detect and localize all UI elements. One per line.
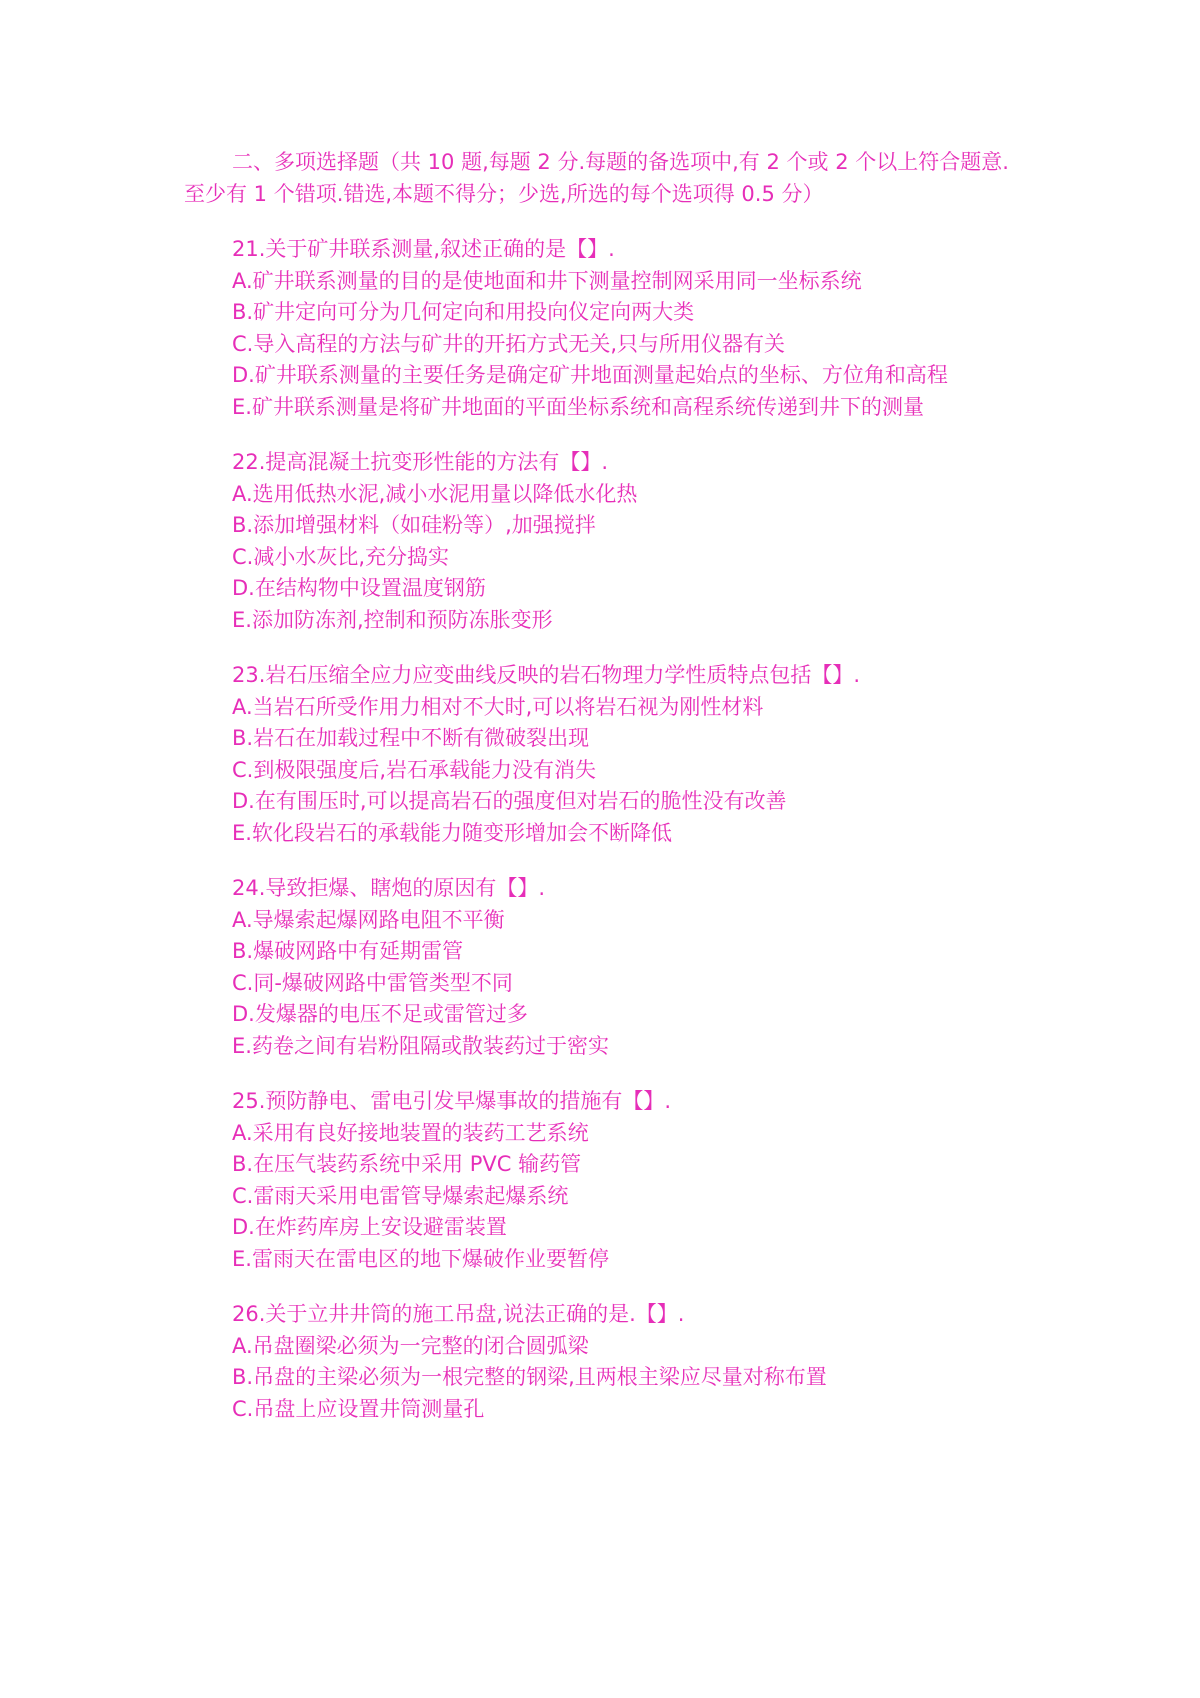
option-c: C.吊盘上应设置井筒测量孔 [232,1396,485,1421]
option-a: A.导爆索起爆网路电阻不平衡 [232,907,505,932]
option-a: A.采用有良好接地装置的装药工艺系统 [232,1120,589,1145]
option-b: B.矿井定向可分为几何定向和用投向仪定向两大类 [232,300,695,324]
option-e: E.雷雨天在雷电区的地下爆破作业要暂停 [232,1246,609,1271]
question-22 [184,447,1024,636]
option-c: C.导入高程的方法与矿井的开拓方式无关,只与所用仪器有关 [232,331,786,356]
question-24 [184,873,1024,1062]
option-e: E.添加防冻剂,控制和预防冻胀变形 [232,607,553,632]
question-21 [184,234,1024,423]
option-c: C.雷雨天采用电雷管导爆索起爆系统 [232,1183,569,1208]
question-stem: 21.关于矿井联系测量,叙述正确的是【】. [232,237,615,261]
option-c: C.减小水灰比,充分捣实 [232,544,450,569]
document-page [184,146,1024,1449]
option-c: C.同-爆破网路中雷管类型不同 [232,970,513,995]
option-d: D.在有围压时,可以提高岩石的强度但对岩石的脆性没有改善 [232,789,787,813]
option-b: B.岩石在加载过程中不断有微破裂出现 [232,726,590,750]
option-e: E.软化段岩石的承载能力随变形增加会不断降低 [232,820,672,845]
question-stem: 24.导致拒爆、瞎炮的原因有【】. [232,876,546,900]
question-stem: 26.关于立井井筒的施工吊盘,说法正确的是.【】. [232,1302,685,1326]
option-a: A.当岩石所受作用力相对不大时,可以将岩石视为刚性材料 [232,694,764,719]
option-c: C.到极限强度后,岩石承载能力没有消失 [232,757,597,782]
option-d: D.在结构物中设置温度钢筋 [232,576,486,600]
option-b: B.在压气装药系统中采用 PVC 输药管 [232,1152,582,1176]
question-23 [184,660,1024,849]
question-stem: 25.预防静电、雷电引发早爆事故的措施有【】. [232,1089,672,1113]
option-e: E.矿井联系测量是将矿井地面的平面坐标系统和高程系统传递到井下的测量 [232,394,924,419]
question-26 [184,1299,1024,1425]
option-d: D.在炸药库房上安设避雷装置 [232,1215,507,1239]
question-stem: 23.岩石压缩全应力应变曲线反映的岩石物理力学性质特点包括【】. [232,663,861,687]
option-b: B.爆破网路中有延期雷管 [232,939,464,963]
option-a: A.选用低热水泥,减小水泥用量以降低水化热 [232,481,638,506]
option-a: A.吊盘圈梁必须为一完整的闭合圆弧梁 [232,1333,589,1358]
question-stem: 22.提高混凝土抗变形性能的方法有【】. [232,450,609,474]
option-b: B.吊盘的主梁必须为一根完整的钢梁,且两根主梁应尽量对称布置 [232,1365,827,1389]
section-intro: 二、多项选择题（共 10 题,每题 2 分.每题的备选项中,有 2 个或 2 个以上符合题意.至少有 1 个错项.错选,本题不得分；少选,所选的每个选项得 0.5 分） [184,150,1009,206]
option-b: B.添加增强材料（如硅粉等）,加强搅拌 [232,513,596,537]
option-e: E.药卷之间有岩粉阻隔或散装药过于密实 [232,1033,609,1058]
question-25 [184,1086,1024,1275]
option-a: A.矿井联系测量的目的是使地面和井下测量控制网采用同一坐标系统 [232,268,862,293]
option-d: D.发爆器的电压不足或雷管过多 [232,1002,528,1026]
option-d: D.矿井联系测量的主要任务是确定矿井地面测量起始点的坐标、方位角和高程 [232,363,948,387]
